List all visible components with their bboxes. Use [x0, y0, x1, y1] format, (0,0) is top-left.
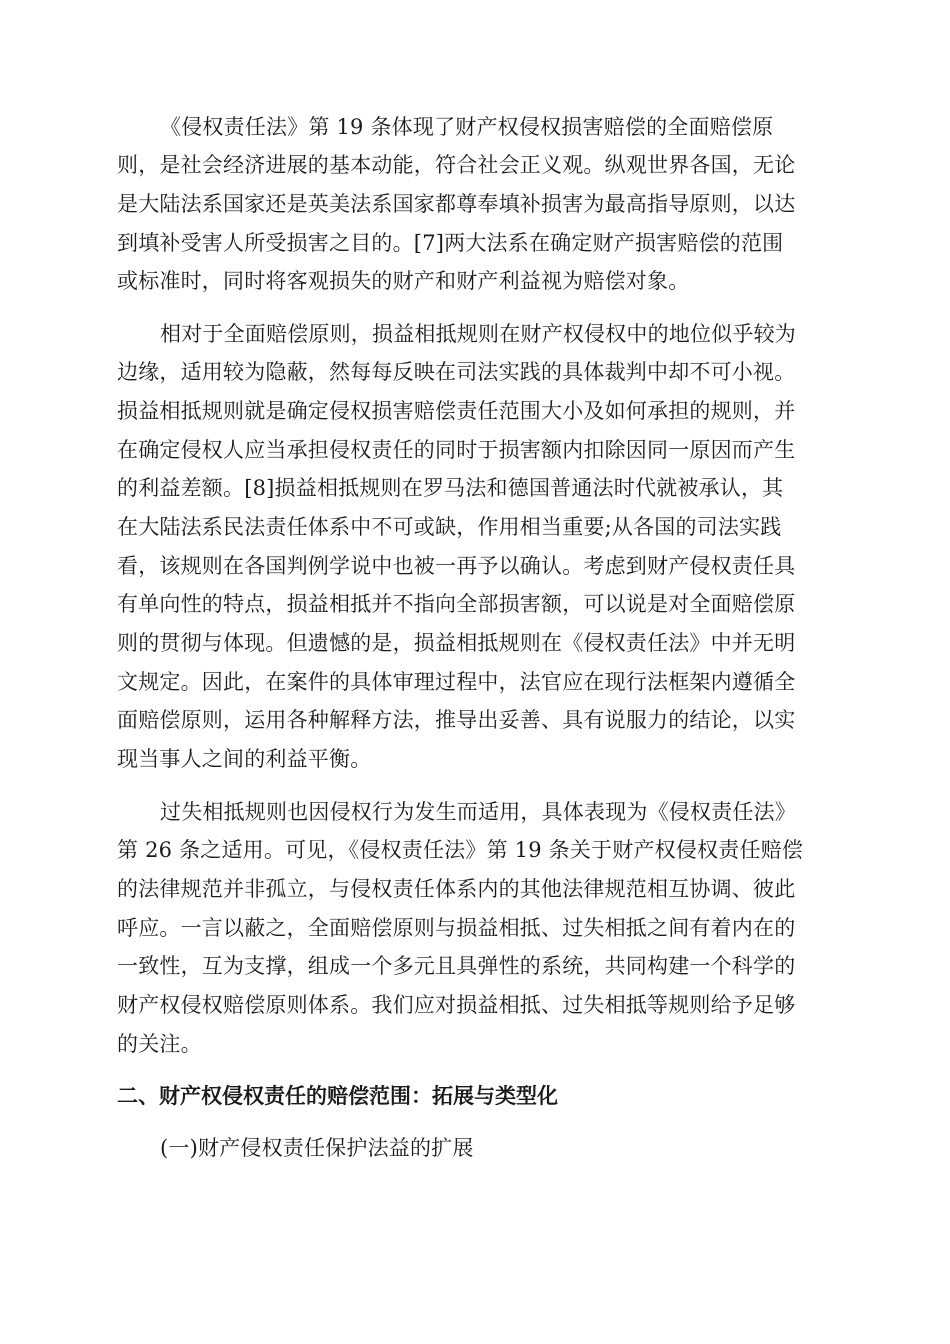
text-line: 呼应。一言以蔽之，全面赔偿原则与损益相抵、过失相抵之间有着内在的: [117, 916, 796, 940]
text-line: 面赔偿原则，运用各种解释方法，推导出妥善、具有说服力的结论，以实: [117, 708, 796, 732]
text-line: 到填补受害人所受损害之目的。[7]两大法系在确定财产损害赔偿的范围: [117, 231, 784, 255]
text-line: 则的贯彻与体现。但遗憾的是，损益相抵规则在《侵权责任法》中并无明: [117, 631, 796, 655]
text-line: 或标准时，同时将客观损失的财产和财产利益视为赔偿对象。: [117, 269, 690, 293]
text-line: 有单向性的特点，损益相抵并不指向全部损害额，可以说是对全面赔偿原: [117, 592, 796, 616]
text-line: 的关注。: [117, 1032, 202, 1056]
section-heading: 二、财产权侵权责任的赔偿范围：拓展与类型化: [117, 1083, 558, 1108]
text-line: 损益相抵规则就是确定侵权损害赔偿责任范围大小及如何承担的规则，并: [117, 399, 796, 423]
text-line: 的法律规范并非孤立，与侵权责任体系内的其他法律规范相互协调、彼此: [117, 877, 796, 901]
text-line: 《侵权责任法》第 19 条体现了财产权侵权损害赔偿的全面赔偿原: [160, 115, 774, 139]
text-line: 相对于全面赔偿原则，损益相抵规则在财产权侵权中的地位似乎较为: [160, 322, 796, 346]
text-line: 是大陆法系国家还是英美法系国家都尊奉填补损害为最高指导原则，以达: [117, 192, 796, 216]
text-line: 第 26 条之适用。可见，《侵权责任法》第 19 条关于财产权侵权责任赔偿: [117, 838, 804, 862]
text-line: 财产权侵权赔偿原则体系。我们应对损益相抵、过失相抵等规则给予足够: [117, 993, 796, 1017]
text-line: 则，是社会经济进展的基本动能，符合社会正义观。纵观世界各国，无论: [117, 153, 796, 177]
text-line: 边缘，适用较为隐蔽，然每每反映在司法实践的具体裁判中却不可小视。: [117, 360, 796, 384]
text-line: 现当事人之间的利益平衡。: [117, 747, 372, 771]
text-line: 一致性，互为支撑，组成一个多元且具弹性的系统，共同构建一个科学的: [117, 954, 796, 978]
text-line: 看，该规则在各国判例学说中也被一再予以确认。考虑到财产侵权责任具: [117, 554, 796, 578]
text-line: 文规定。因此，在案件的具体审理过程中，法官应在现行法框架内遵循全: [117, 670, 796, 694]
subsection-heading: (一)财产侵权责任保护法益的扩展: [160, 1136, 474, 1160]
text-line: 过失相抵规则也因侵权行为发生而适用，具体表现为《侵权责任法》: [160, 800, 796, 824]
text-line: 在大陆法系民法责任体系中不可或缺，作用相当重要;从各国的司法实践: [117, 515, 782, 539]
text-line: 在确定侵权人应当承担侵权责任的同时于损害额内扣除因同一原因而产生: [117, 438, 796, 462]
text-line: 的利益差额。[8]损益相抵规则在罗马法和德国普通法时代就被承认，其: [117, 476, 784, 500]
